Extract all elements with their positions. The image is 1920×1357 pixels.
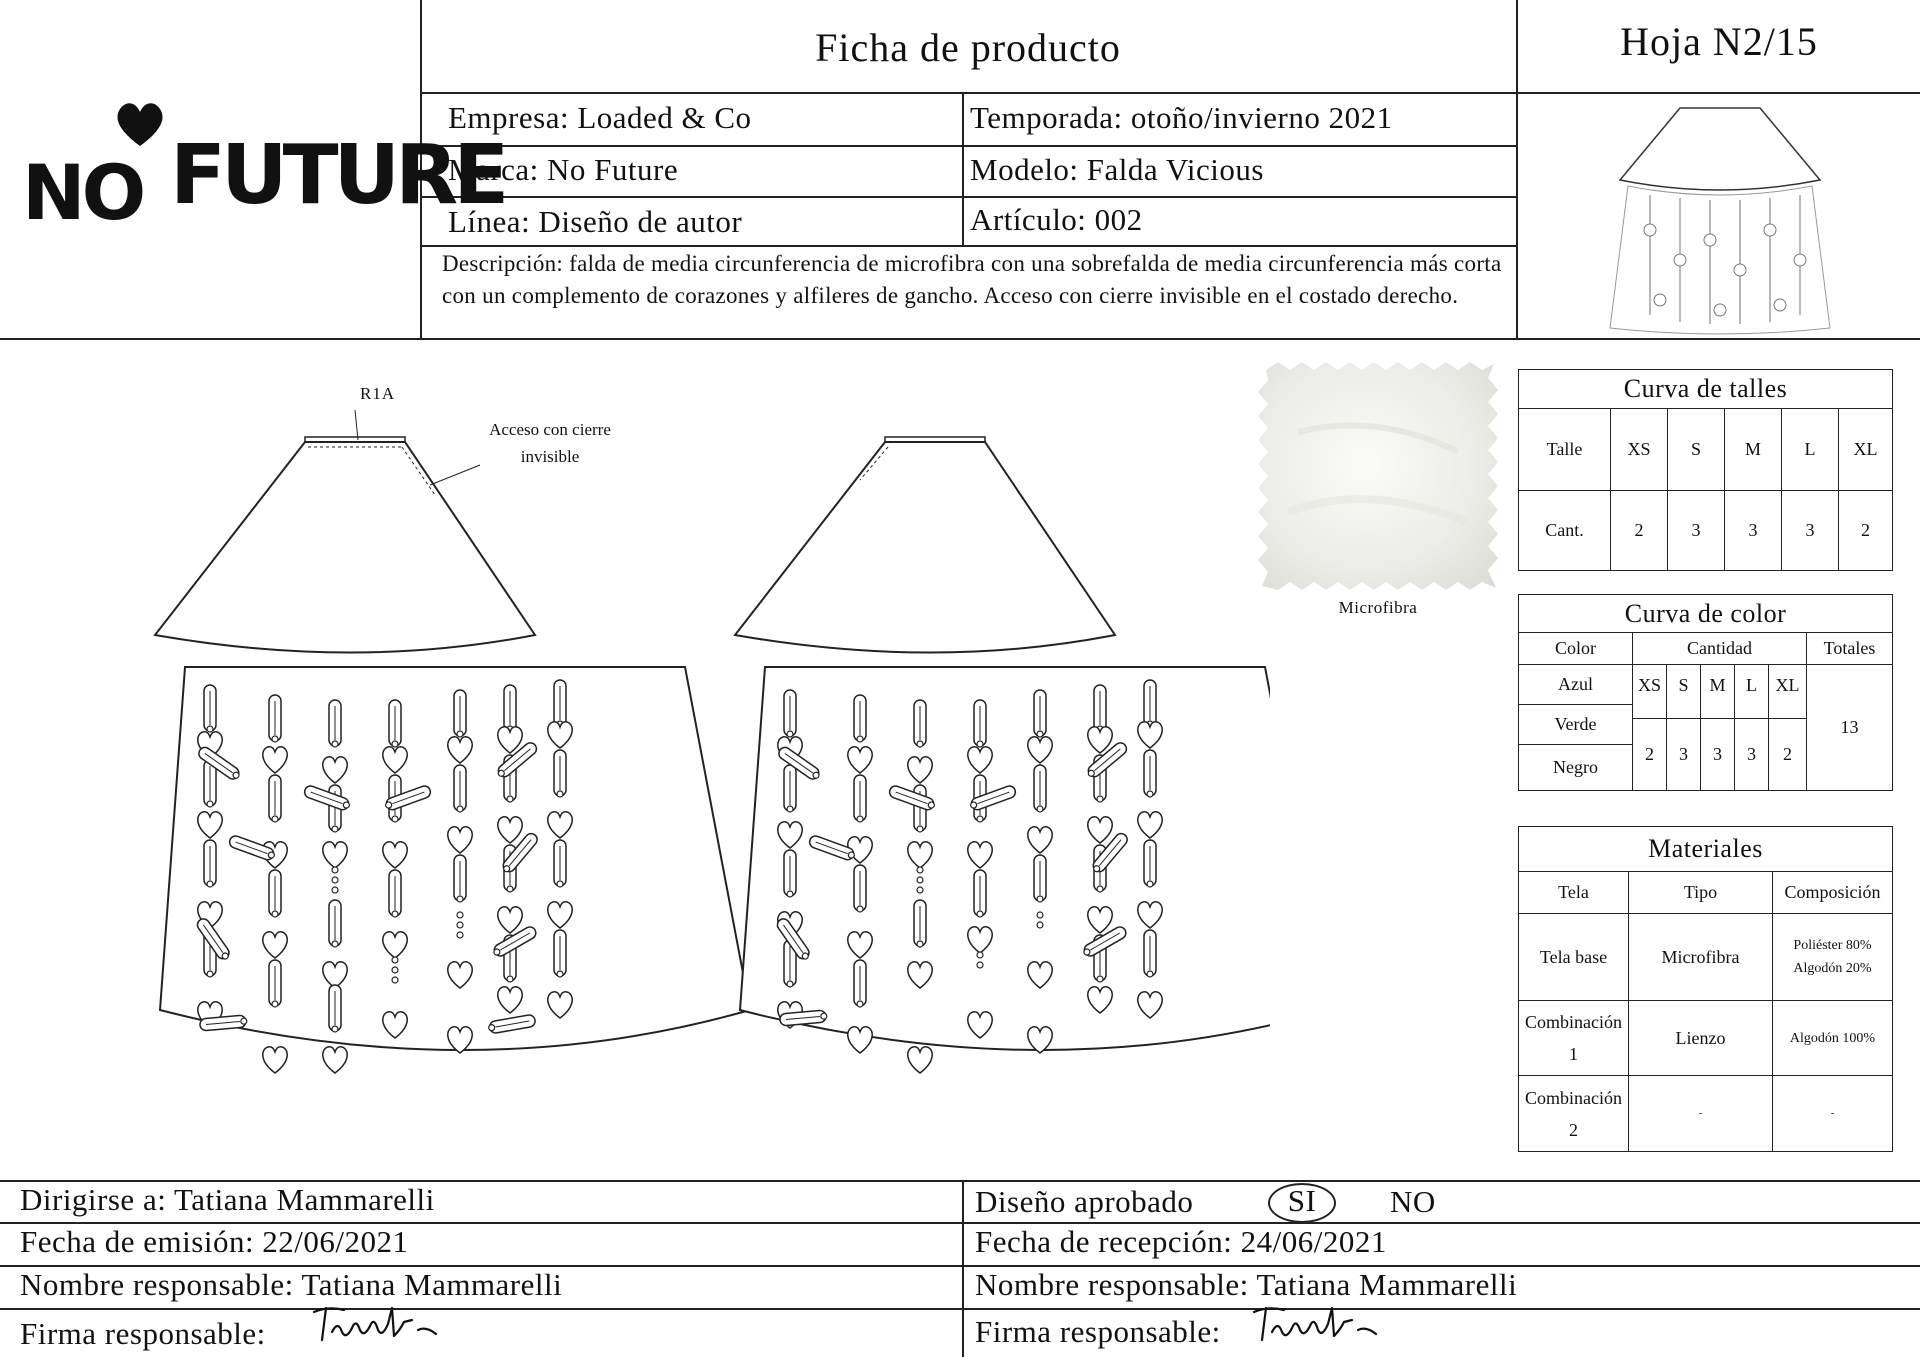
header-rule-2 [420,145,1518,147]
logo-word-future: FUTURE [170,128,505,223]
header-rule-1 [420,92,1920,94]
firma-responsable-right: Firma responsable: [975,1314,1221,1349]
footer-mid-divider [962,1180,964,1357]
color-total: 13 [1807,665,1893,791]
firma-responsable-left: Firma responsable: [20,1316,266,1351]
cc-qty-l: 3 [1735,719,1769,791]
header-mid-divider [962,92,964,246]
materials-col-tipo: Tipo [1629,872,1773,914]
composition-line-1: Poliéster 80% [1793,938,1872,953]
cc-qty-xl: 2 [1769,719,1807,791]
header-rule-3 [420,196,1518,198]
articulo-field: Artículo: 002 [970,202,1143,237]
footer-rule-4 [0,1308,1920,1310]
material-tela: Combinación 2 [1519,1076,1629,1152]
material-tipo: - [1629,1076,1773,1152]
material-tela: Combinación 1 [1519,1001,1629,1076]
label-r1a: R1A [360,384,396,403]
linea-field: Línea: Diseño de autor [448,204,743,239]
heart-icon [114,100,166,148]
material-tipo: Microfibra [1629,914,1773,1001]
size-l: L [1782,409,1839,491]
cc-size-l: L [1735,665,1769,719]
size-row-label: Talle [1519,409,1611,491]
fabric-swatch [1258,362,1498,590]
materials-col-tela: Tela [1519,872,1629,914]
header-bottom-rule [0,338,1920,340]
color-azul: Azul [1519,665,1633,705]
qty-xl: 2 [1839,491,1893,571]
cantidad-col-header: Cantidad [1633,633,1807,665]
size-curve-title: Curva de talles [1519,370,1893,409]
skirt-technical-drawing [140,370,1270,1090]
cc-size-xs: XS [1633,665,1667,719]
fecha-emision-field: Fecha de emisión: 22/06/2021 [20,1224,409,1259]
label-access-zipper: Acceso con cierre invisible [489,420,611,466]
brand-logo [18,100,505,240]
cc-size-xl: XL [1769,665,1807,719]
cc-size-s: S [1667,665,1701,719]
skirt-back-view [735,437,1270,1073]
material-tipo: Lienzo [1629,1001,1773,1076]
fecha-recepcion-field: Fecha de recepción: 24/06/2021 [975,1224,1387,1259]
page-title: Ficha de producto [815,25,1121,70]
cc-qty-xs: 2 [1633,719,1667,791]
qty-row-label: Cant. [1519,491,1611,571]
totales-col-header: Totales [1807,633,1893,665]
qty-m: 3 [1725,491,1782,571]
material-tela: Tela base [1519,914,1629,1001]
header-rule-4 [420,245,1518,247]
materials-col-composicion: Composición [1773,872,1893,914]
modelo-field: Modelo: Falda Vicious [970,152,1264,187]
nombre-responsable-right: Nombre responsable: Tatiana Mammarelli [975,1267,1518,1302]
cc-qty-m: 3 [1701,719,1735,791]
size-xs: XS [1611,409,1668,491]
materials-title: Materiales [1519,827,1893,872]
cc-qty-s: 3 [1667,719,1701,791]
temporada-field: Temporada: otoño/invierno 2021 [970,100,1393,135]
material-composicion [1773,914,1893,1001]
skirt-thumbnail [1600,100,1840,335]
dirigirse-field: Dirigirse a: Tatiana Mammarelli [20,1182,435,1217]
approval-si: SI [1287,1183,1317,1218]
size-xl: XL [1839,409,1893,491]
size-s: S [1668,409,1725,491]
nombre-responsable-left: Nombre responsable: Tatiana Mammarelli [20,1267,563,1302]
empresa-field: Empresa: Loaded & Co [448,100,752,135]
sheet-number: Hoja N2/15 [1620,19,1818,64]
material-composicion [1773,1001,1893,1076]
material-composicion: - [1773,1076,1893,1152]
qty-l: 3 [1782,491,1839,571]
color-curve-title: Curva de color [1519,595,1893,633]
size-m: M [1725,409,1782,491]
cc-size-m: M [1701,665,1735,719]
fabric-label: Microfibra [1338,598,1418,617]
diseno-aprobado-label: Diseño aprobado [975,1184,1194,1219]
color-negro: Negro [1519,745,1633,791]
size-curve-table [1518,369,1893,571]
composition-line-2: Algodón 20% [1793,961,1872,976]
qty-xs: 2 [1611,491,1668,571]
approval-no: NO [1390,1184,1436,1219]
marca-field: Marca: No Future [448,152,679,187]
signature-right [1248,1300,1388,1348]
materials-table [1518,826,1893,1152]
color-col-header: Color [1519,633,1633,665]
qty-s: 3 [1668,491,1725,571]
color-curve-table [1518,594,1893,791]
color-verde: Verde [1519,705,1633,745]
logo-word-no: NO [22,148,143,237]
description-text: Descripción: falda de media circunferencia de microfibra con una sobrefalda de media circunferencia más corta con un complemento de corazones y alfileres de gancho. Acceso con cierre invisible en el costado derecho. [442,251,1502,308]
composition-line-1: Algodón 100% [1789,1030,1876,1046]
signature-left [308,1300,448,1348]
